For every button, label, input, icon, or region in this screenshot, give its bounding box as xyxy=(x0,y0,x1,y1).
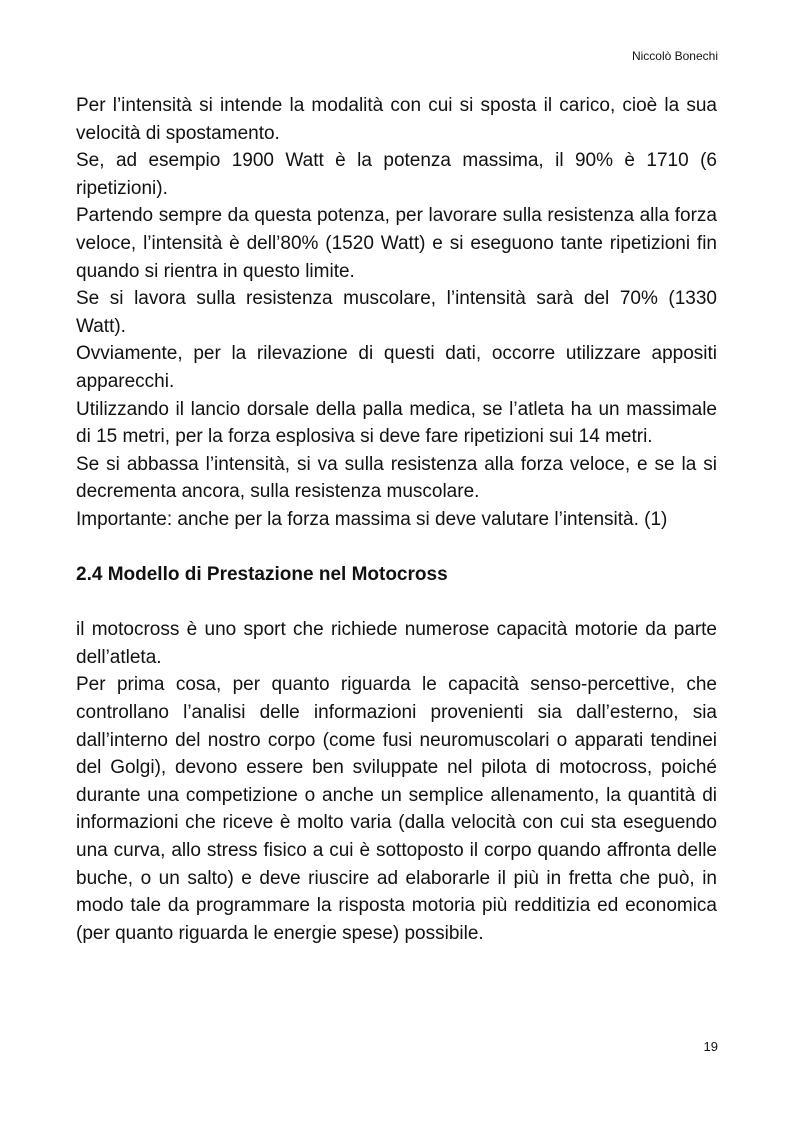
section-heading: 2.4 Modello di Prestazione nel Motocross xyxy=(76,564,448,586)
paragraph-important-note: Importante: anche per la forza massima si deve valutare l’intensità. (1) xyxy=(76,508,668,530)
paragraph-motocross-intro: il motocross è uno sport che richiede numerose capacità motorie da parte dell’atleta. xyxy=(76,619,717,668)
paragraph-intensity-definition: Per l’intensità si intende la modalità con cui si sposta il carico, cioè la sua velocità di spostamento. xyxy=(76,95,717,144)
paragraph-measurement-devices: Ovviamente, per la rilevazione di questi dati, occorre utilizzare appositi apparecchi. xyxy=(76,343,717,392)
paragraph-fast-force-endurance: Partendo sempre da questa potenza, per lavorare sulla resistenza alla forza veloce, l’intensità è dell’80% (1520 Watt) e si eseguono tante ripetizioni fin quando si rientra in questo limite. xyxy=(76,205,717,282)
paragraph-medicine-ball-throw: Utilizzando il lancio dorsale della palla medica, se l’atleta ha un massimale di 15 metri, per la forza esplosiva si deve fare ripetizioni sui 14 metri. xyxy=(76,398,717,448)
paragraph-lower-intensity: Se si abbassa l’intensità, si va sulla resistenza alla forza veloce, e se la si decrementa ancora, sulla resistenza muscolare. xyxy=(76,453,717,503)
paragraph-max-power-example: Se, ad esempio 1900 Watt è la potenza massima, il 90% è 1710 (6 ripetizioni). xyxy=(76,150,717,199)
body-text xyxy=(76,92,717,947)
paragraph-muscular-endurance: Se si lavora sulla resistenza muscolare, l’intensità sarà del 70% (1330 Watt). xyxy=(76,288,717,337)
running-header-author: Niccolò Bonechi xyxy=(631,49,718,63)
page-number: 19 xyxy=(703,1039,718,1054)
paragraph-sensory-perceptive: Per prima cosa, per quanto riguarda le capacità senso-percettive, che controllano l’analisi delle informazioni provenienti sia dall’esterno, sia dall’interno del nostro corpo (come fusi neuromuscolari o apparati tendinei del Golgi), devono essere ben sviluppate nel pilota di motocross, poiché durante una competizione o anche un semplice allenamento, la quantità di informazioni che riceve è molto varia (dalla velocità con cui sta eseguendo una curva, allo stress fisico a cui è sottoposto il corpo quando affronta delle buche, o un salto) e deve riuscire ad elaborarle il più in fretta che può, in modo tale da programmare la risposta motoria più redditizia ed economica (per quanto riguarda le energie spese) possibile. xyxy=(76,674,717,944)
